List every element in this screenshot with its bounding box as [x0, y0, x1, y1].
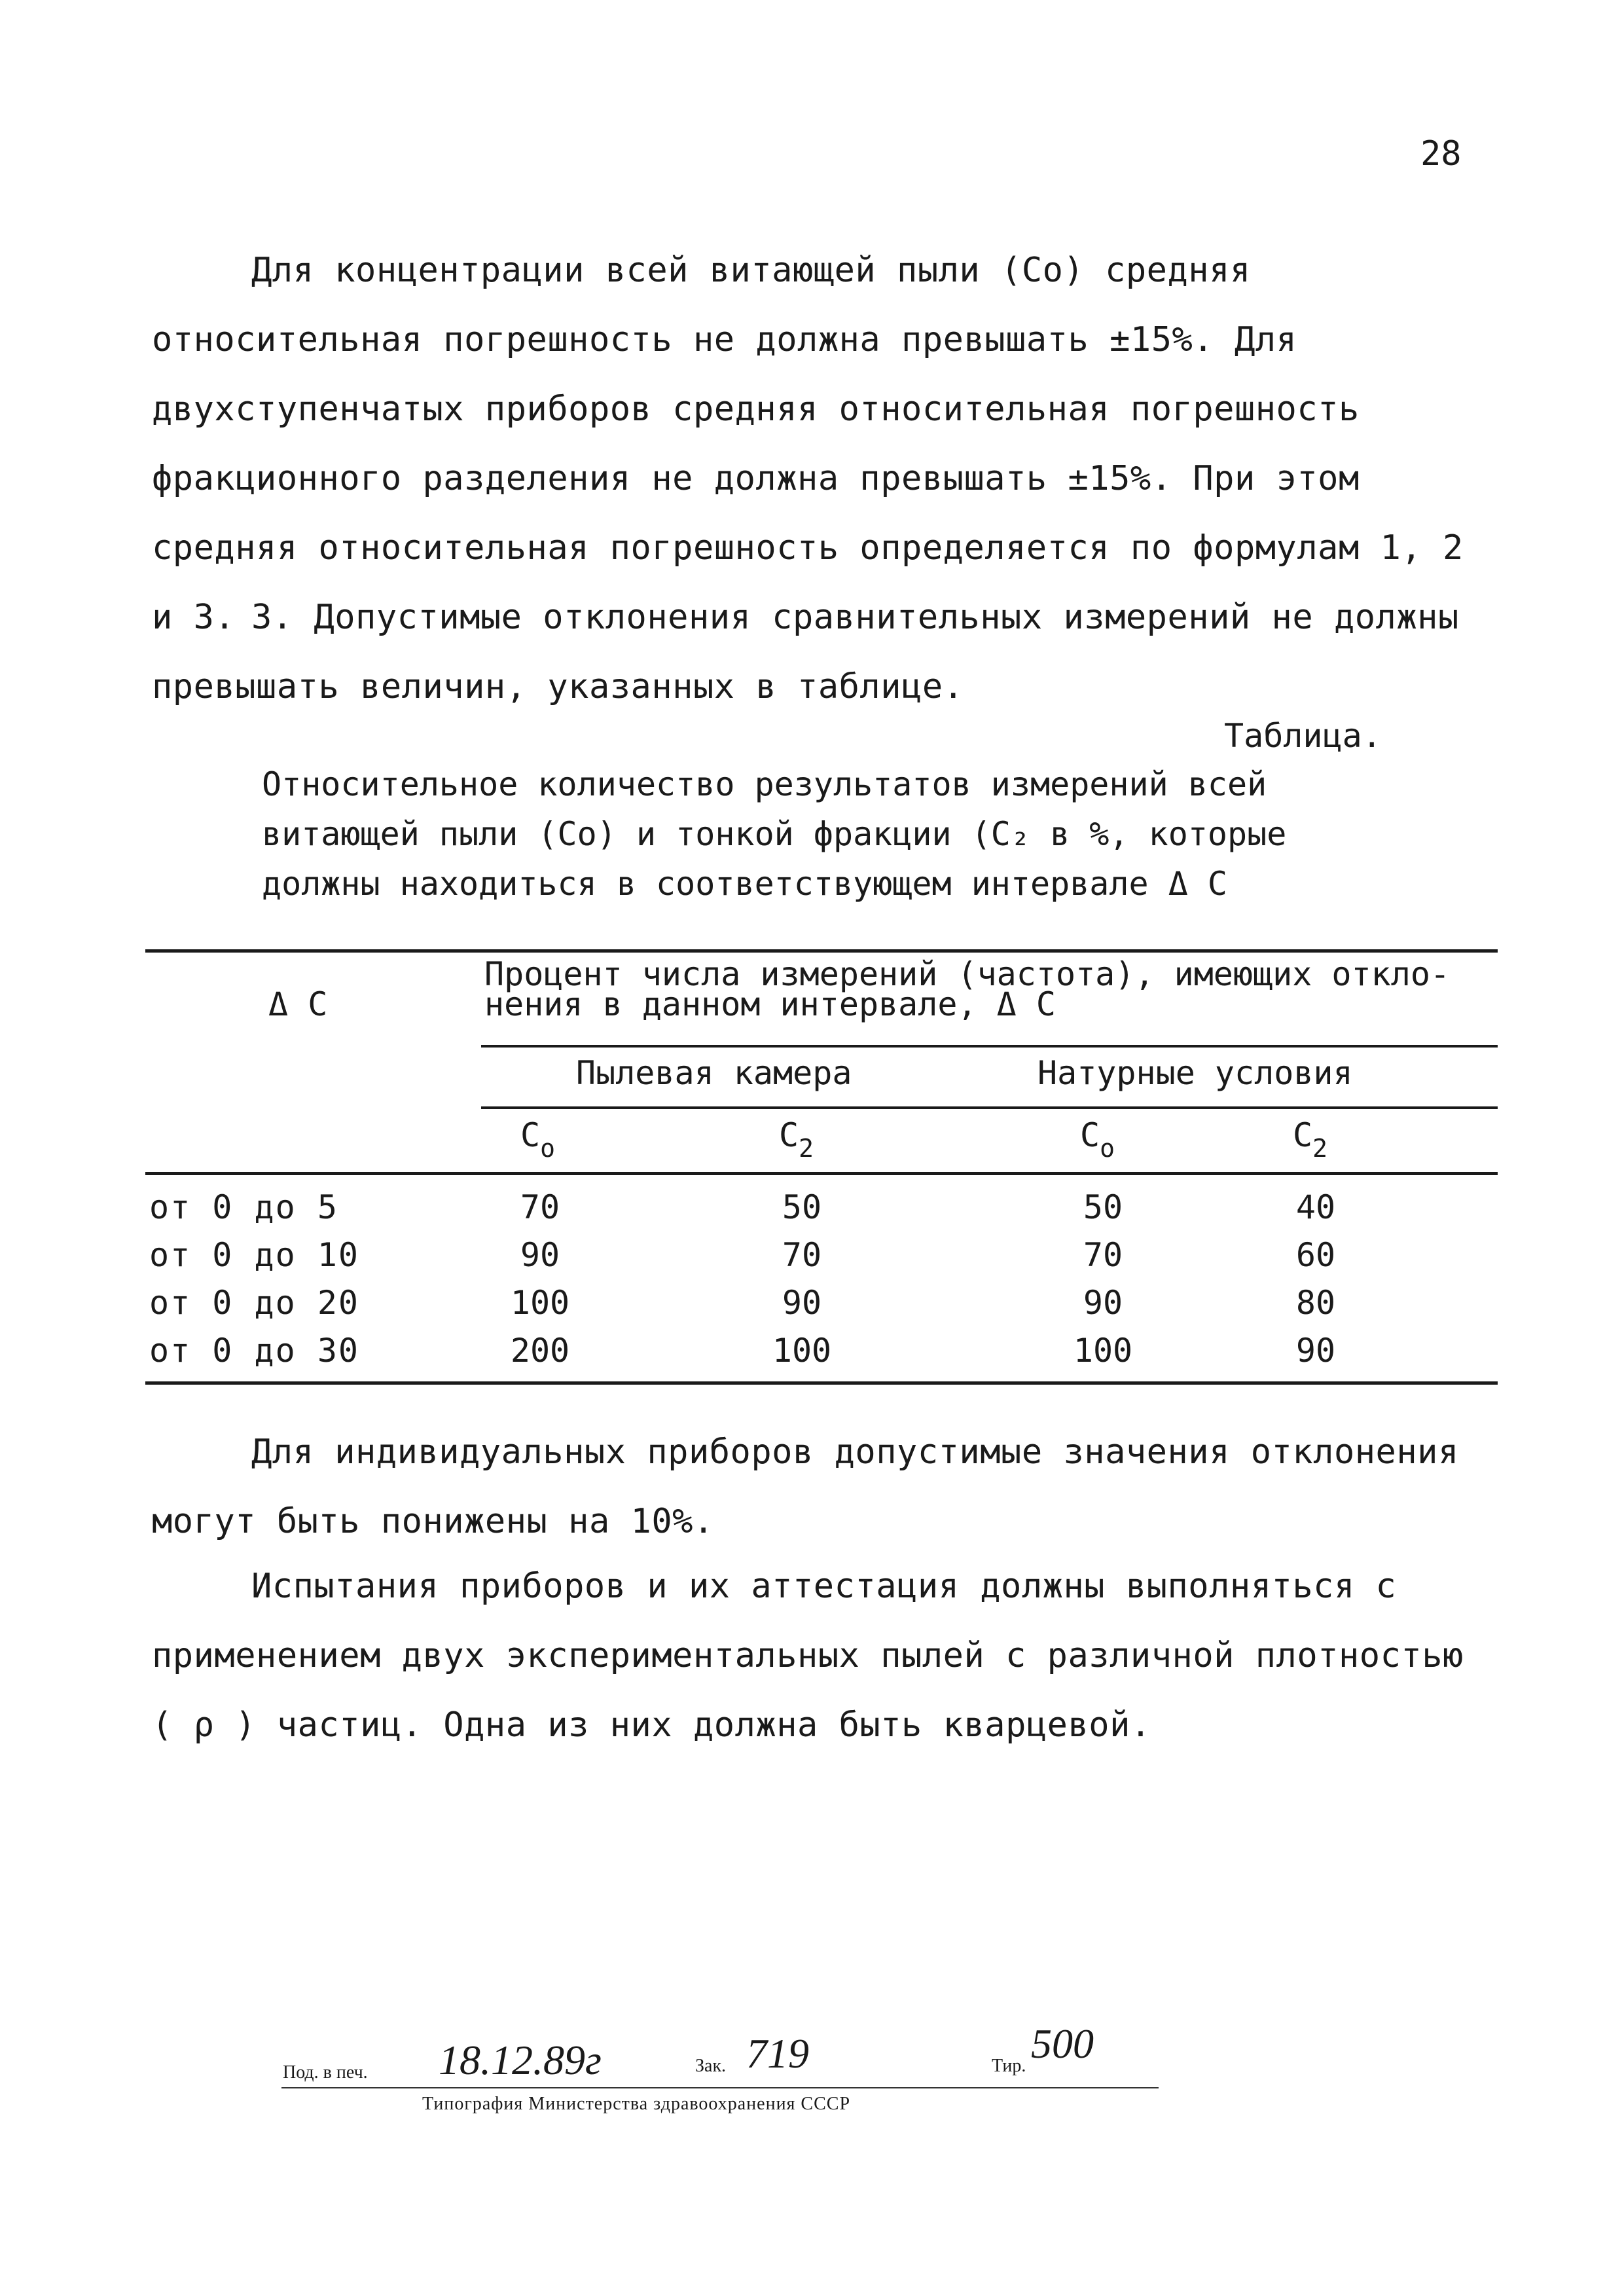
table-cell: 90 — [520, 1236, 560, 1274]
imprint-print-run: 500 — [1031, 2020, 1094, 2067]
table-top-rule — [145, 949, 1498, 953]
imprint-order-number: 719 — [746, 2030, 809, 2077]
table-header-main: нения в данном интервале, Δ С — [484, 985, 1056, 1023]
table-cell: 50 — [782, 1188, 822, 1226]
table-rule-under-header — [481, 1045, 1498, 1048]
table-cell: 90 — [782, 1284, 822, 1322]
paragraph-individual-devices: Для индивидуальных приборов допустимые значения отклонения могут быть понижены на 10%. — [152, 1432, 1459, 1541]
paragraph-concentration-error: Для концентрации всей витающей пыли (Со) средняя относительная погрешность не должна превышать ±15%. Для двухступенчатых приборов средняя относительная погрешность фракционного разделения не должна превышать ±15%. При этом средняя относительная погрешность определяется по формулам 1, 2 и 3. — [152, 251, 1464, 637]
table-label: Таблица. — [1224, 717, 1382, 755]
paragraph-testing-certification: Испытания приборов и их аттестация должны выполняться с применением двух экспериментальных пылей с различной плотностью ( ρ ) частиц. Одна из них должна быть кварцевой. — [152, 1567, 1464, 1745]
table-subheader-co: $С_о$ — [520, 1116, 555, 1163]
imprint-signed-date: 18.12.89г — [439, 2037, 602, 2083]
table-title-line: должны находиться в соответствующем интервале Δ С — [262, 865, 1228, 903]
table-row-label: от 0 до 10 — [149, 1236, 360, 1274]
imprint-rule — [281, 2087, 1159, 2088]
table-cell: 50 — [1083, 1188, 1123, 1226]
table-row-label: от 0 до 30 — [149, 1332, 360, 1370]
paragraph-allowed-deviations: 3. Допустимые отклонения сравнительных измерений не должны превышать величин, указанных в таблице. — [152, 598, 1459, 706]
table-group-field-conditions: Натурные условия — [1038, 1054, 1353, 1092]
table-cell: 90 — [1083, 1284, 1123, 1322]
table-bottom-rule — [145, 1381, 1498, 1385]
table-row-label: от 0 до 5 — [149, 1188, 338, 1226]
table-subheader-c2: $С_2$ — [1293, 1116, 1327, 1163]
table-cell: 70 — [520, 1188, 560, 1226]
table-cell: 60 — [1295, 1236, 1336, 1274]
table-cell: 100 — [1073, 1332, 1133, 1370]
table-subheader-co: $С_о$ — [1080, 1116, 1115, 1163]
table-cell: 100 — [772, 1332, 832, 1370]
table-cell: 40 — [1295, 1188, 1336, 1226]
imprint-run-label: Тир. — [992, 2056, 1026, 2076]
table-cell: 90 — [1295, 1332, 1336, 1370]
table-group-dust-chamber: Пылевая камера — [576, 1054, 852, 1092]
table-header-delta-c: Δ С — [268, 985, 328, 1023]
table-cell: 100 — [510, 1284, 570, 1322]
table-title-line: Относительное количество результатов измерений всей — [262, 765, 1267, 803]
table-cell: 80 — [1295, 1284, 1336, 1322]
table-header-bottom-rule — [145, 1172, 1498, 1175]
table-subheader-c2: $С_2$ — [779, 1116, 814, 1163]
imprint-order-label: Зак. — [695, 2056, 727, 2076]
table-cell: 70 — [782, 1236, 822, 1274]
table-header-main: Процент числа измерений (частота), имеющих откло- — [484, 955, 1451, 993]
page-number: 28 — [1420, 134, 1462, 173]
imprint-printer: Типография Министерства здравоохранения СССР — [422, 2094, 851, 2114]
table-title — [262, 759, 1342, 909]
imprint-signed-label: Под. в печ. — [283, 2062, 368, 2083]
table-cell: 70 — [1083, 1236, 1123, 1274]
table-cell: 200 — [510, 1332, 570, 1370]
table-row-label: от 0 до 20 — [149, 1284, 360, 1322]
table-rule-under-groups — [481, 1106, 1498, 1109]
table-title-line: витающей пыли (Со) и тонкой фракции (С₂ в %, которые — [262, 815, 1287, 853]
